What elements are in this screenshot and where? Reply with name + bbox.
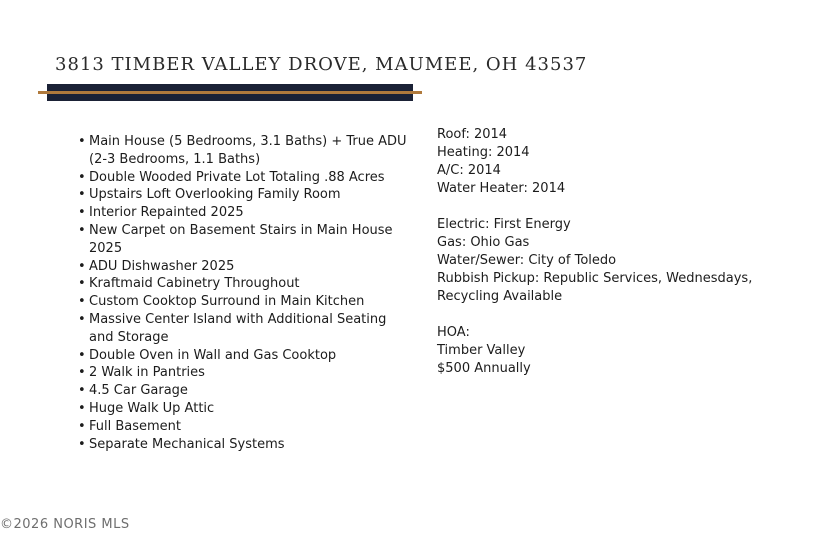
ac-year: A/C: 2014 [437, 163, 501, 178]
page-title: 3813 TIMBER VALLEY DROVE, MAUMEE, OH 43537 [55, 54, 588, 75]
hoa-fee: $500 Annually [437, 361, 531, 376]
list-item: • Upstairs Loft Overlooking Family Room [89, 186, 409, 204]
roof-year: Roof: 2014 [437, 127, 508, 142]
gold-accent-line [38, 91, 422, 94]
list-item: • Full Basement [89, 418, 409, 436]
list-item: • Double Wooded Private Lot Totaling .88 Acres [89, 169, 409, 187]
list-item: • Kraftmaid Cabinetry Throughout [89, 275, 409, 293]
list-item: • Interior Repainted 2025 [89, 204, 409, 222]
list-item: • Custom Cooktop Surround in Main Kitchen [89, 293, 409, 311]
heating-year: Heating: 2014 [437, 145, 530, 160]
list-item: • Double Oven in Wall and Gas Cooktop [89, 347, 409, 365]
list-item: • Separate Mechanical Systems [89, 436, 409, 454]
list-item: • ADU Dishwasher 2025 [89, 258, 409, 276]
list-item: • Main House (5 Bedrooms, 3.1 Baths) + True ADU (2-3 Bedrooms, 1.1 Baths) [89, 133, 409, 169]
water-heater-year: Water Heater: 2014 [437, 181, 566, 196]
rubbish-pickup: Rubbish Pickup: Republic Services, Wednesdays, [437, 271, 753, 286]
gas-provider: Gas: Ohio Gas [437, 235, 530, 250]
list-item: • 2 Walk in Pantries [89, 364, 409, 382]
hoa-label: HOA: [437, 325, 470, 340]
list-item: • New Carpet on Basement Stairs in Main House 2025 [89, 222, 409, 258]
decorative-header-bar [38, 84, 422, 102]
list-item: • Huge Walk Up Attic [89, 400, 409, 418]
details-column [437, 126, 817, 378]
electric-provider: Electric: First Energy [437, 217, 571, 232]
rubbish-pickup-continued: Recycling Available [437, 289, 563, 304]
mls-watermark: ©2026 NORIS MLS [0, 517, 130, 532]
hoa-name: Timber Valley [437, 343, 526, 358]
list-item: • 4.5 Car Garage [89, 382, 409, 400]
feature-list [89, 133, 409, 453]
list-item: • Massive Center Island with Additional Seating and Storage [89, 311, 409, 347]
spacer [437, 198, 817, 216]
water-sewer-provider: Water/Sewer: City of Toledo [437, 253, 617, 268]
spacer [437, 306, 817, 324]
